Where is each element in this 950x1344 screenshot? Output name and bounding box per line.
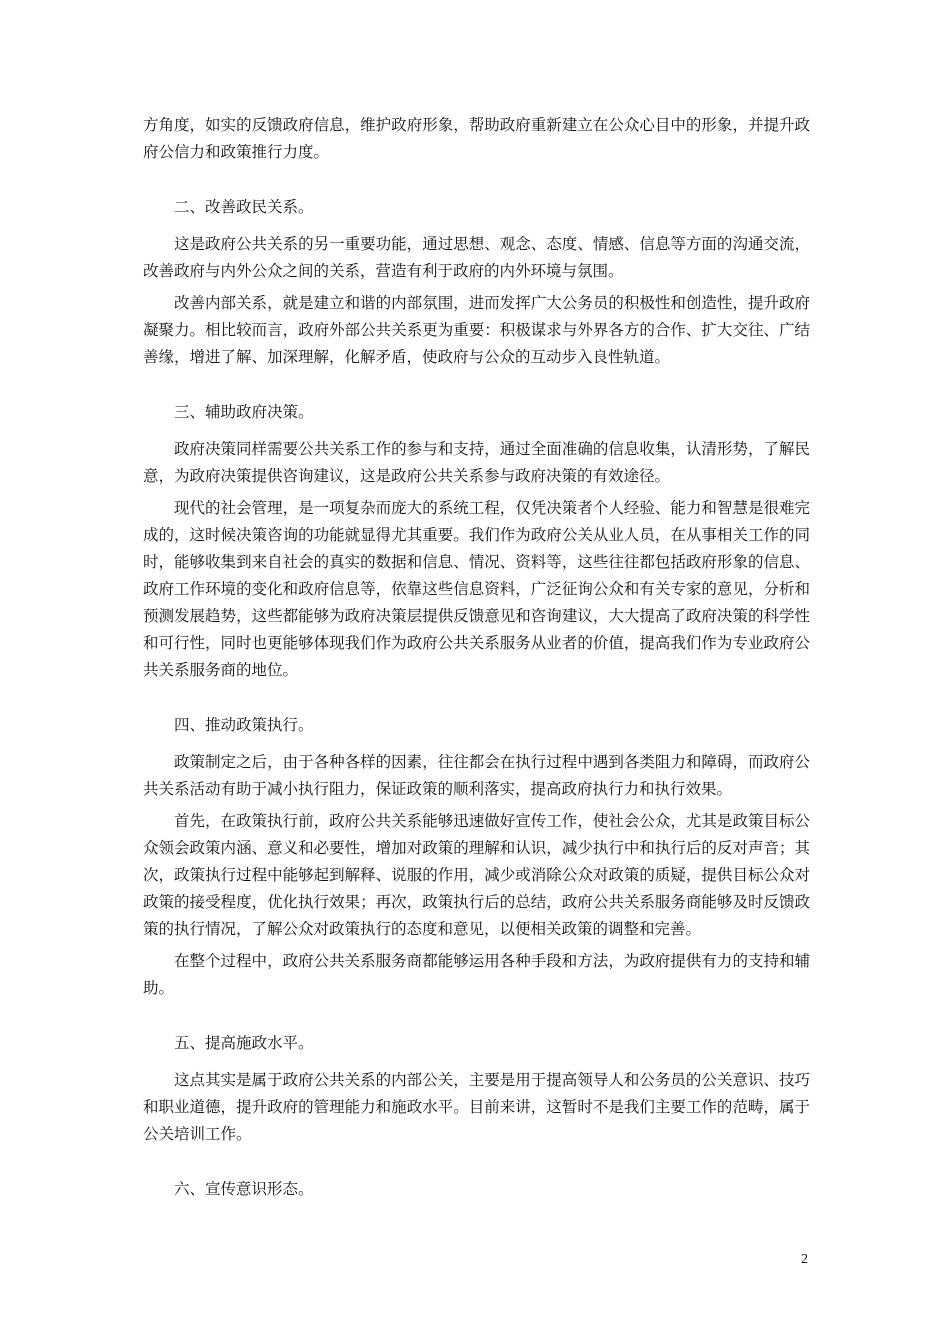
body-paragraph: 政策制定之后，由于各种各样的因素，往往都会在执行过程中遇到各类阻力和障碍，而政府公共关系活动有助于减小执行阻力，保证政策的顺利落实，提高政府执行力和执行效果。 bbox=[143, 753, 810, 798]
section-spacer bbox=[143, 684, 810, 712]
section-governance-level bbox=[143, 1030, 810, 1148]
section-assist-decision bbox=[143, 399, 810, 684]
heading-spacer bbox=[143, 739, 810, 749]
page-number: 2 bbox=[801, 1252, 808, 1267]
heading-spacer bbox=[143, 426, 810, 436]
section-ideology bbox=[143, 1176, 810, 1203]
section-heading: 五、提高施政水平。 bbox=[174, 1034, 314, 1052]
section-heading: 六、宣传意识形态。 bbox=[174, 1180, 314, 1198]
body-paragraph: 这是政府公共关系的另一重要功能，通过思想、观念、态度、情感、信息等方面的沟通交流，改善政府与内外公众之间的关系，营造有利于政府的内外环境与氛围。 bbox=[143, 235, 810, 280]
section-heading: 四、推动政策执行。 bbox=[174, 716, 314, 734]
section-improve-relations bbox=[143, 194, 810, 371]
section-spacer bbox=[143, 371, 810, 399]
section-spacer bbox=[143, 166, 810, 194]
body-paragraph: 改善内部关系，就是建立和谐的内部氛围，进而发挥广大公务员的积极性和创造性，提升政府凝聚力。相比较而言，政府外部公共关系更为重要：积极谋求与外界各方的合作、扩大交往、广结善缘，增进了解、加深理解，化解矛盾，使政府与公众的互动步入良性轨道。 bbox=[143, 294, 810, 366]
section-spacer bbox=[143, 1148, 810, 1176]
heading-spacer bbox=[143, 221, 810, 231]
document-page bbox=[143, 112, 810, 1203]
section-spacer bbox=[143, 1002, 810, 1030]
body-paragraph: 在整个过程中，政府公共关系服务商都能够运用各种手段和方法，为政府提供有力的支持和辅助。 bbox=[143, 952, 810, 997]
section-policy-execution bbox=[143, 712, 810, 1002]
body-paragraph: 现代的社会管理，是一项复杂而庞大的系统工程，仅凭决策者个人经验、能力和智慧是很难完成的，这时候决策咨询的功能就显得尤其重要。我们作为政府公关从业人员，在从事相关工作的同时，能够收集到来自社会的真实的数据和信息、情况、资料等，这些往往都包括政府形象的信息、政府工作环境的变化和政府信息等，依靠这些信息资料，广泛征询公众和有关专家的意见，分析和预测发展趋势，这些都能够为政府决策层提供反馈意见和咨询建议，大大提高了政府决策的科学性和可行性，同时也更能够体现我们作为政府公共关系服务从业者的价值，提高我们作为专业政府公共关系服务商的地位。 bbox=[143, 499, 810, 679]
body-paragraph: 政府决策同样需要公共关系工作的参与和支持，通过全面准确的信息收集，认清形势，了解民意，为政府决策提供咨询建议，这是政府公共关系参与政府决策的有效途径。 bbox=[143, 440, 810, 485]
heading-spacer bbox=[143, 1057, 810, 1067]
intro-paragraph: 方角度，如实的反馈政府信息，维护政府形象，帮助政府重新建立在公众心目中的形象，并提升政府公信力和政策推行力度。 bbox=[143, 116, 810, 161]
body-paragraph: 这点其实是属于政府公共关系的内部公关，主要是用于提高领导人和公务员的公关意识、技巧和职业道德，提升政府的管理能力和施政水平。目前来讲，这暂时不是我们主要工作的范畴，属于公关培训工作。 bbox=[143, 1071, 810, 1143]
section-heading: 三、辅助政府决策。 bbox=[174, 403, 314, 421]
section-heading: 二、改善政民关系。 bbox=[174, 198, 314, 216]
body-paragraph: 首先，在政策执行前，政府公共关系能够迅速做好宣传工作，使社会公众，尤其是政策目标公众领会政策内涵、意义和必要性，增加对政策的理解和认识，减少执行中和执行后的反对声音；其次，政策执行过程中能够起到解释、说服的作用，减少或消除公众对政策的质疑，提供目标公众对政策的接受程度，优化执行效果；再次，政策执行后的总结，政府公共关系服务商能够及时反馈政策的执行情况，了解公众对政策执行的态度和意见，以便相关政策的调整和完善。 bbox=[143, 812, 810, 938]
